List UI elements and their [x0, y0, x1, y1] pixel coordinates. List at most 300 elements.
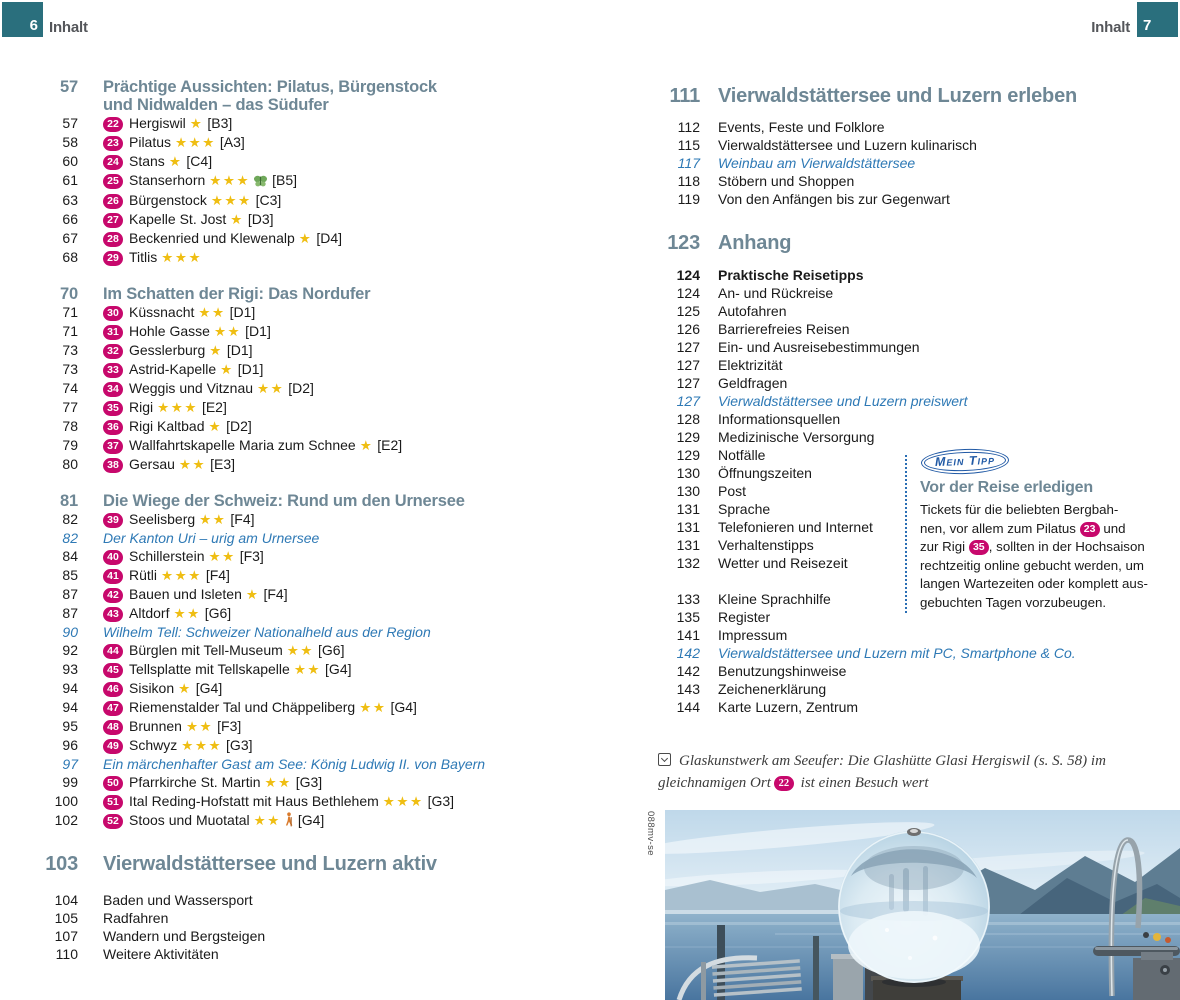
toc-entry [40, 248, 625, 267]
feature-title: Vierwaldstättersee und Luzern preiswert [718, 393, 968, 409]
feature-title: Vierwaldstättersee und Luzern mit PC, Smartphone & Co. [718, 645, 1076, 661]
tip-line: nen, vor allem zum Pilatus 23 und [920, 520, 1126, 536]
entry-page: 79 [62, 437, 78, 453]
poi-badge: 43 [103, 607, 123, 622]
rating-stars: ★ [230, 212, 244, 227]
entry-page: 71 [62, 304, 78, 320]
chapter-heading-anhang [655, 230, 1180, 256]
entry-label: Events, Feste und Folklore [718, 119, 885, 135]
photo-caption-icon [658, 753, 671, 766]
section-page: 70 [60, 285, 78, 303]
entry-label: Bürgenstock [129, 192, 207, 208]
poi-badge: 31 [103, 325, 123, 340]
entry-label: Rütli [129, 567, 158, 583]
toc-entry [40, 641, 625, 660]
entry-label: Impressum [718, 627, 788, 643]
entry-page: 142 [676, 663, 700, 679]
map-grid-ref: [D3] [247, 211, 274, 227]
rating-stars: ★★★ [181, 738, 223, 753]
rating-stars: ★★ [359, 700, 387, 715]
rating-stars: ★★ [173, 606, 201, 621]
photo-credit: 088mv-se [645, 811, 656, 856]
map-grid-ref: [E3] [210, 456, 236, 472]
entry-label: Geldfragen [718, 375, 788, 391]
entry-page: 135 [676, 609, 700, 625]
entry-page: 73 [62, 361, 78, 377]
entry-label: Baden und Wassersport [103, 892, 253, 908]
entry-label: Stanserhorn [129, 172, 206, 188]
map-grid-ref: [G3] [427, 793, 455, 809]
toc-feature-entry [40, 755, 625, 773]
entry-page: 143 [676, 681, 700, 697]
entry-page: 112 [677, 119, 700, 135]
toc-feature-entry [40, 529, 625, 547]
toc-entry [40, 379, 625, 398]
entry-label: Sisikon [129, 680, 175, 696]
map-grid-ref: [F3] [239, 548, 264, 564]
poi-badge: 51 [103, 795, 123, 810]
entry-page: 78 [62, 418, 78, 434]
map-grid-ref: [D4] [316, 230, 343, 246]
entry-label: Sprache [718, 501, 771, 517]
map-grid-ref: [G6] [204, 605, 232, 621]
entry-page: 92 [62, 642, 78, 658]
map-grid-ref: [F4] [230, 511, 255, 527]
entry-page: 61 [62, 172, 78, 188]
entry-page: 125 [676, 303, 700, 319]
entry-page: 131 [676, 537, 700, 553]
entry-page: 131 [676, 501, 700, 517]
toc-entry [40, 891, 625, 909]
entry-label: Riemenstalder Tal und Chäppeliberg [129, 699, 356, 715]
toc-entry [40, 945, 625, 963]
entry-label: Vierwaldstättersee und Luzern kulinarisch [718, 137, 977, 153]
feature-title: Weinbau am Vierwaldstättersee [718, 155, 916, 171]
toc-entry [40, 133, 625, 152]
entry-label: Rigi [129, 399, 154, 415]
poi-badge: 34 [103, 382, 123, 397]
page-number-box-right [1137, 2, 1178, 37]
entry-page: 128 [676, 411, 700, 427]
entry-page: 67 [62, 230, 78, 246]
entry-label: Wetter und Reisezeit [718, 555, 848, 571]
running-head-left: Inhalt [49, 19, 88, 36]
toc-entry [40, 360, 625, 379]
entry-label: Bürglen mit Tell-Museum [129, 642, 283, 658]
map-grid-ref: [G6] [318, 642, 345, 658]
poi-badge: 22 [103, 117, 123, 132]
entry-label: Informationsquellen [718, 411, 841, 427]
entry-page: 107 [54, 928, 78, 944]
entry-label: Beckenried und Klewenalp [129, 230, 295, 246]
entry-label: Schillerstein [129, 548, 205, 564]
rating-stars: ★★ [185, 719, 214, 734]
toc-entry [40, 417, 625, 436]
entry-label: Hergiswil [129, 115, 186, 131]
feature-title: Ein märchenhafter Gast am See: König Ludwig II. von Bayern [103, 756, 486, 772]
entry-label: Zeichenerklärung [718, 681, 827, 697]
rating-stars: ★★★ [210, 193, 252, 208]
map-grid-ref: [G4] [390, 699, 417, 715]
entry-label: Elektrizität [718, 357, 783, 373]
rating-stars: ★★ [286, 643, 315, 658]
entry-label: Telefonieren und Internet [718, 519, 873, 535]
photo-illustration [665, 810, 1180, 1000]
poi-badge: 33 [103, 363, 123, 378]
toc-entry [40, 792, 625, 811]
rating-stars: ★★★ [161, 568, 202, 583]
toc-entry [40, 811, 625, 831]
toc-entry [40, 455, 625, 474]
entry-label: Brunnen [129, 718, 182, 734]
toc-entry [40, 436, 625, 455]
map-grid-ref: [G3] [226, 737, 253, 753]
rating-stars: ★ [168, 154, 183, 169]
poi-badge: 39 [103, 513, 123, 528]
entry-label: Schwyz [129, 737, 178, 753]
map-grid-ref: [G4] [297, 812, 325, 828]
entry-label: Seelisberg [129, 511, 196, 527]
butterfly-icon [253, 173, 268, 191]
entry-page: 130 [676, 465, 700, 481]
tip-body [920, 501, 1180, 613]
toc-entry [655, 410, 1180, 428]
entry-page: 66 [62, 211, 78, 227]
map-grid-ref: [G4] [195, 680, 223, 696]
entry-page: 133 [676, 591, 700, 607]
poi-badge: 41 [103, 569, 123, 584]
rating-stars: ★★★ [157, 400, 198, 415]
toc-section-urnersee [40, 492, 625, 831]
poi-badge: 45 [103, 663, 123, 678]
caption-text: gleichnamigen Ort [658, 775, 771, 791]
toc-entry [655, 284, 1180, 302]
toc-feature-entry [655, 154, 1180, 172]
entry-page: 58 [62, 134, 78, 150]
toc-entry [40, 717, 625, 736]
lake-photo [665, 810, 1180, 1000]
entry-page: 63 [62, 192, 78, 208]
chapter-heading-erleben [655, 84, 1180, 108]
poi-badge: 38 [103, 458, 123, 473]
entry-label: Medizinische Versorgung [718, 429, 875, 445]
section-title: Im Schatten der Rigi: Das Nordufer [103, 285, 371, 303]
toc-entry [40, 171, 625, 191]
section-page: 81 [60, 492, 78, 510]
toc-entry [40, 909, 625, 927]
rating-stars: ★ [209, 343, 223, 358]
rating-stars: ★ [220, 362, 234, 377]
poi-badge: 23 [1080, 522, 1100, 537]
section-page: 57 [60, 78, 78, 96]
entry-label: Karte Luzern, Zentrum [718, 699, 859, 715]
toc-entry [40, 679, 625, 698]
tip-line: langen Wartezeiten oder komplett aus- [920, 576, 1148, 592]
entry-page: 129 [676, 429, 700, 445]
poi-badge: 30 [103, 306, 123, 321]
entry-label: Stöbern und Shoppen [718, 173, 855, 189]
entry-page: 57 [62, 115, 78, 131]
map-grid-ref: [D2] [288, 380, 314, 396]
rating-stars: ★ [298, 231, 313, 246]
entry-page: 119 [677, 191, 700, 207]
toc-entry [655, 338, 1180, 356]
poi-badge: 26 [103, 194, 123, 209]
entry-page: 124 [676, 267, 700, 283]
entry-page: 99 [62, 774, 78, 790]
entry-label: Küssnacht [129, 304, 195, 320]
poi-badge: 35 [969, 540, 989, 555]
mein-tipp-stamp: Mein Tipp [924, 451, 1007, 473]
entry-label: Pfarrkirche St. Martin [129, 774, 261, 790]
entry-label: Post [718, 483, 747, 499]
tip-box [905, 452, 1180, 613]
poi-badge: 42 [103, 588, 123, 603]
section-title: Prächtige Aussichten: Pilatus, Bürgenstock [103, 78, 437, 96]
toc-entry [40, 698, 625, 717]
entry-page: 60 [62, 153, 78, 169]
toc-entry [655, 136, 1180, 154]
chapter-page: 123 [667, 232, 700, 254]
toc-entry [40, 210, 625, 229]
rating-stars: ★ [208, 419, 223, 434]
entry-label: Titlis [129, 249, 158, 265]
poi-badge: 49 [103, 739, 123, 754]
entry-page: 132 [676, 555, 700, 571]
toc-entry [40, 566, 625, 585]
rating-stars: ★★★ [175, 135, 216, 150]
rating-stars: ★ [245, 587, 260, 602]
map-grid-ref: [F4] [205, 567, 230, 583]
map-grid-ref: [B5] [272, 172, 297, 188]
entry-label: Autofahren [718, 303, 787, 319]
map-grid-ref: [F4] [263, 586, 288, 602]
map-grid-ref: [E2] [201, 399, 227, 415]
entry-label: Ein- und Ausreisebestimmungen [718, 339, 920, 355]
entry-label: Weitere Aktivitäten [103, 946, 219, 962]
toc-entry [40, 547, 625, 566]
toc-entry [40, 510, 625, 529]
entry-label: Notfälle [718, 447, 766, 463]
map-grid-ref: [D1] [226, 342, 253, 358]
entry-label: Benutzungshinweise [718, 663, 847, 679]
toc-entry [40, 229, 625, 248]
entry-label: Barrierefreies Reisen [718, 321, 850, 337]
rating-stars: ★★ [213, 324, 242, 339]
rating-stars: ★ [178, 681, 192, 696]
entry-page: 118 [677, 173, 700, 189]
map-grid-ref: [C3] [255, 192, 282, 208]
entry-label: Praktische Reisetipps [718, 267, 864, 283]
tip-line: gebuchten Tagen vorzubeugen. [920, 594, 1107, 610]
toc-entry [655, 320, 1180, 338]
entry-label: Rigi Kaltbad [129, 418, 205, 434]
toc-entry [40, 191, 625, 210]
entry-page: 127 [676, 375, 700, 391]
toc-entry [655, 356, 1180, 374]
poi-badge: 47 [103, 701, 123, 716]
map-grid-ref: [D1] [237, 361, 264, 377]
toc-entry [40, 152, 625, 171]
poi-badge: 28 [103, 232, 123, 247]
rating-stars: ★ [189, 116, 204, 131]
entry-page: 129 [676, 447, 700, 463]
entry-page: 94 [62, 680, 78, 696]
entry-label: Wandern und Bergsteigen [103, 928, 266, 944]
running-head-right: Inhalt [1091, 19, 1130, 36]
entry-page: 130 [676, 483, 700, 499]
entry-page: 82 [62, 511, 78, 527]
entry-page: 77 [62, 399, 78, 415]
tip-line: rechtzeitig online gebucht werden, um [920, 557, 1144, 573]
entry-page: 104 [54, 892, 78, 908]
entry-label: Radfahren [103, 910, 169, 926]
chapter-title: Anhang [718, 232, 792, 254]
entry-page: 117 [677, 155, 700, 171]
page-number-box-left [2, 2, 43, 37]
entry-label: Weggis und Vitznau [129, 380, 254, 396]
entry-page: 85 [62, 567, 78, 583]
rating-stars: ★★ [178, 457, 207, 472]
entry-label: Ital Reding-Hofstatt mit Haus Bethlehem [129, 793, 379, 809]
map-grid-ref: [B3] [207, 115, 233, 131]
entry-label: Wallfahrtskapelle Maria zum Schnee [129, 437, 356, 453]
photo-caption [658, 750, 1138, 794]
map-grid-ref: [G3] [295, 774, 323, 790]
poi-badge: 50 [103, 776, 123, 791]
tip-dotted-rule [905, 455, 907, 613]
toc-entry [655, 662, 1180, 680]
map-grid-ref: [E2] [377, 437, 403, 453]
entry-page: 97 [62, 756, 78, 772]
toc-entry [655, 190, 1180, 208]
toc-section-nordufer [40, 285, 625, 474]
toc-entry [40, 322, 625, 341]
poi-badge: 23 [103, 136, 123, 151]
entry-page: 73 [62, 342, 78, 358]
entry-page: 131 [676, 519, 700, 535]
toc-feature-entry [655, 644, 1180, 662]
poi-badge: 29 [103, 251, 123, 266]
entry-label: An- und Rückreise [718, 285, 834, 301]
map-grid-ref: [C4] [186, 153, 213, 169]
poi-badge: 22 [774, 776, 794, 791]
entry-label: Von den Anfängen bis zur Gegenwart [718, 191, 950, 207]
entry-page: 87 [62, 586, 78, 602]
toc-entry [40, 736, 625, 755]
section-title-line2: und Nidwalden – das Südufer [103, 96, 329, 114]
rating-stars: ★★ [264, 775, 292, 790]
toc-column-left [40, 78, 625, 963]
entry-label: Pilatus [129, 134, 172, 150]
chapter-page: 103 [45, 853, 78, 875]
entry-label: Astrid-Kapelle [129, 361, 217, 377]
toc-entry [655, 428, 1180, 446]
rating-stars: ★ [359, 438, 374, 453]
rating-stars: ★★ [208, 549, 236, 564]
poi-badge: 44 [103, 644, 123, 659]
poi-badge: 46 [103, 682, 123, 697]
entry-label: Altdorf [129, 605, 170, 621]
tip-heading: Vor der Reise erledigen [920, 479, 1093, 496]
section-title: Die Wiege der Schweiz: Rund um den Urnersee [103, 492, 465, 510]
map-grid-ref: [A3] [219, 134, 245, 150]
toc-entry [655, 172, 1180, 190]
entry-page: 141 [676, 627, 700, 643]
entry-page: 84 [62, 548, 78, 564]
entry-page: 96 [62, 737, 78, 753]
poi-badge: 32 [103, 344, 123, 359]
feature-title: Der Kanton Uri – urig am Urnersee [103, 530, 320, 546]
poi-badge: 40 [103, 550, 123, 565]
entry-label: Gesslerburg [129, 342, 206, 358]
toc-entry [655, 680, 1180, 698]
entry-page: 100 [54, 793, 78, 809]
entry-page: 127 [676, 393, 700, 409]
entry-page: 82 [62, 530, 78, 546]
entry-page: 93 [62, 661, 78, 677]
map-grid-ref: [G4] [325, 661, 352, 677]
toc-entry [40, 114, 625, 133]
entry-label: Kapelle St. Jost [129, 211, 227, 227]
entry-page: 105 [54, 910, 78, 926]
rating-stars: ★★ [253, 813, 281, 828]
entry-page: 94 [62, 699, 78, 715]
rating-stars: ★★ [199, 512, 227, 527]
rating-stars: ★★★ [161, 250, 203, 265]
poi-badge: 27 [103, 213, 123, 228]
poi-badge: 37 [103, 439, 123, 454]
toc-entry [40, 773, 625, 792]
toc-entry [40, 398, 625, 417]
rating-stars: ★★ [293, 662, 322, 677]
hiker-icon [284, 812, 294, 831]
entry-label: Öffnungszeiten [718, 465, 812, 481]
toc-entry [40, 303, 625, 322]
toc-feature-entry [40, 623, 625, 641]
entry-label: Hohle Gasse [129, 323, 210, 339]
poi-badge: 52 [103, 814, 123, 829]
toc-feature-entry [655, 392, 1180, 410]
toc-section-suedufer [40, 78, 625, 267]
entry-page: 115 [677, 137, 700, 153]
entry-page: 68 [62, 249, 78, 265]
poi-badge: 24 [103, 155, 123, 170]
toc-entry [655, 266, 1180, 284]
poi-badge: 25 [103, 174, 123, 189]
tip-line: zur Rigi 35 , sollten in der Hochsaison [920, 539, 1145, 555]
entry-label: Register [718, 609, 771, 625]
toc-entry [40, 927, 625, 945]
chapter-page: 111 [669, 85, 700, 107]
feature-title: Wilhelm Tell: Schweizer Nationalheld aus der Region [103, 624, 431, 640]
entry-page: 127 [676, 339, 700, 355]
toc-column-right [655, 84, 1180, 716]
entry-page: 144 [676, 699, 700, 715]
entry-page: 80 [62, 456, 78, 472]
entry-label: Verhaltenstipps [718, 537, 814, 553]
toc-entry [40, 585, 625, 604]
toc-entry [40, 660, 625, 679]
toc-entry [655, 302, 1180, 320]
entry-page: 126 [676, 321, 700, 337]
rating-stars: ★★★ [209, 173, 251, 188]
map-grid-ref: [D1] [229, 304, 256, 320]
poi-badge: 48 [103, 720, 123, 735]
toc-entry [40, 604, 625, 623]
entry-label: Stans [129, 153, 165, 169]
entry-page: 71 [62, 323, 78, 339]
